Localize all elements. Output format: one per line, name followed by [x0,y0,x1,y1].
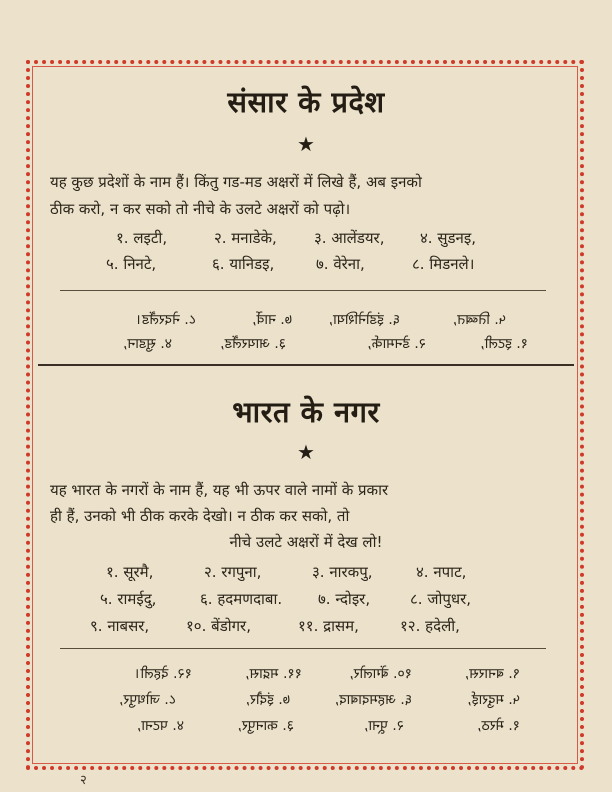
section2-intro-line-1: यह भारत के नगरों के नाम हैं, यह भी ऊपर वाले नामों के प्रकार [50,481,389,499]
answer-item: १. मेरठ, [477,718,520,734]
list-item: ७. न्दोइर, [318,590,371,608]
list-item: ८. जोपुधर, [410,590,471,608]
list-item: १२. हदेली, [400,617,460,635]
list-item: २. मनाडेके, [214,229,277,247]
list-item: २. रगपुना, [204,563,262,581]
answer-item: ३. आयरलैंड, [220,336,286,352]
page-number: २ [80,773,87,788]
section2-intro-line-2: ही हैं, उनको भी ठीक करके देखो। न ठीक कर सको, तो [50,507,350,525]
answer-item: ५. मदुराई, [467,692,520,708]
list-item: ५. निनटे, [106,255,157,273]
answer-item: ८. जोधपुर, [119,692,176,708]
list-item: ३. नारकपु, [312,563,373,581]
answer-item: ७. नार्वे, [252,312,292,328]
list-item: ३. आलेंडयर, [314,229,385,247]
section1-star-icon: ★ [297,132,315,156]
list-item: ६. हदमणदाबा. [200,590,283,608]
list-item: ७. वेरेना, [316,255,365,273]
answer-item: १. इटली, [480,336,528,352]
section2-intro-line-3: नीचे उलटे अक्षरों में देख लो! [229,533,383,551]
section1-title: संसार के प्रदेश [227,85,385,119]
answer-item: ४. सुडान, [123,336,172,352]
answer-item: ८. नेदरलैंड। [136,312,196,328]
list-item: ६. यानिडइ, [212,255,275,273]
answer-item: ६. अहमदाबाद, [334,692,412,708]
section2-divider [60,648,546,649]
list-item: १. सूरमै, [106,563,154,581]
list-item: ११. द्रासम, [298,617,359,635]
list-item: ५. रामईदु, [100,590,157,608]
answer-item: २. डेनमार्क, [367,336,426,352]
section2-title: भारत के नगर [232,395,380,429]
section1-intro-line-1: यह कुछ प्रदेशों के नाम हैं। किंतु गड-मड अक्षरों में लिखे हैं, अब इनको [50,173,422,191]
section1-intro-line-2: ठीक करो, न कर सको तो नीचे के उलटे अक्षरों को पढ़ो। [50,200,351,218]
answer-item: ३. कानपुर, [237,718,294,734]
list-item: ४. नपाट, [416,563,467,581]
answer-item: १०. बेंगलोर, [349,666,412,682]
answer-item: २. पूना, [364,718,404,734]
list-item: १. लइटी, [116,229,168,247]
answer-item: ११. मद्रास, [245,666,302,682]
answer-item: ६. इंडोनेशिया, [328,312,400,328]
section1-divider [60,290,546,291]
list-item: ४. सुडनइ, [420,229,476,247]
section-separator [38,364,574,366]
answer-item: ५. तिब्बत, [452,312,506,328]
section2-star-icon: ★ [297,440,315,464]
answer-item: ४. पटना, [136,718,184,734]
list-item: ८. मिडनले। [412,255,475,273]
list-item: १०. बेंडोगर, [186,617,251,635]
answer-item: १२. देहली। [135,666,192,682]
answer-item: ९. बनारस, [464,666,520,682]
answer-item: ७. इंदौर, [245,692,290,708]
list-item: ९. नाबसर, [90,617,150,635]
